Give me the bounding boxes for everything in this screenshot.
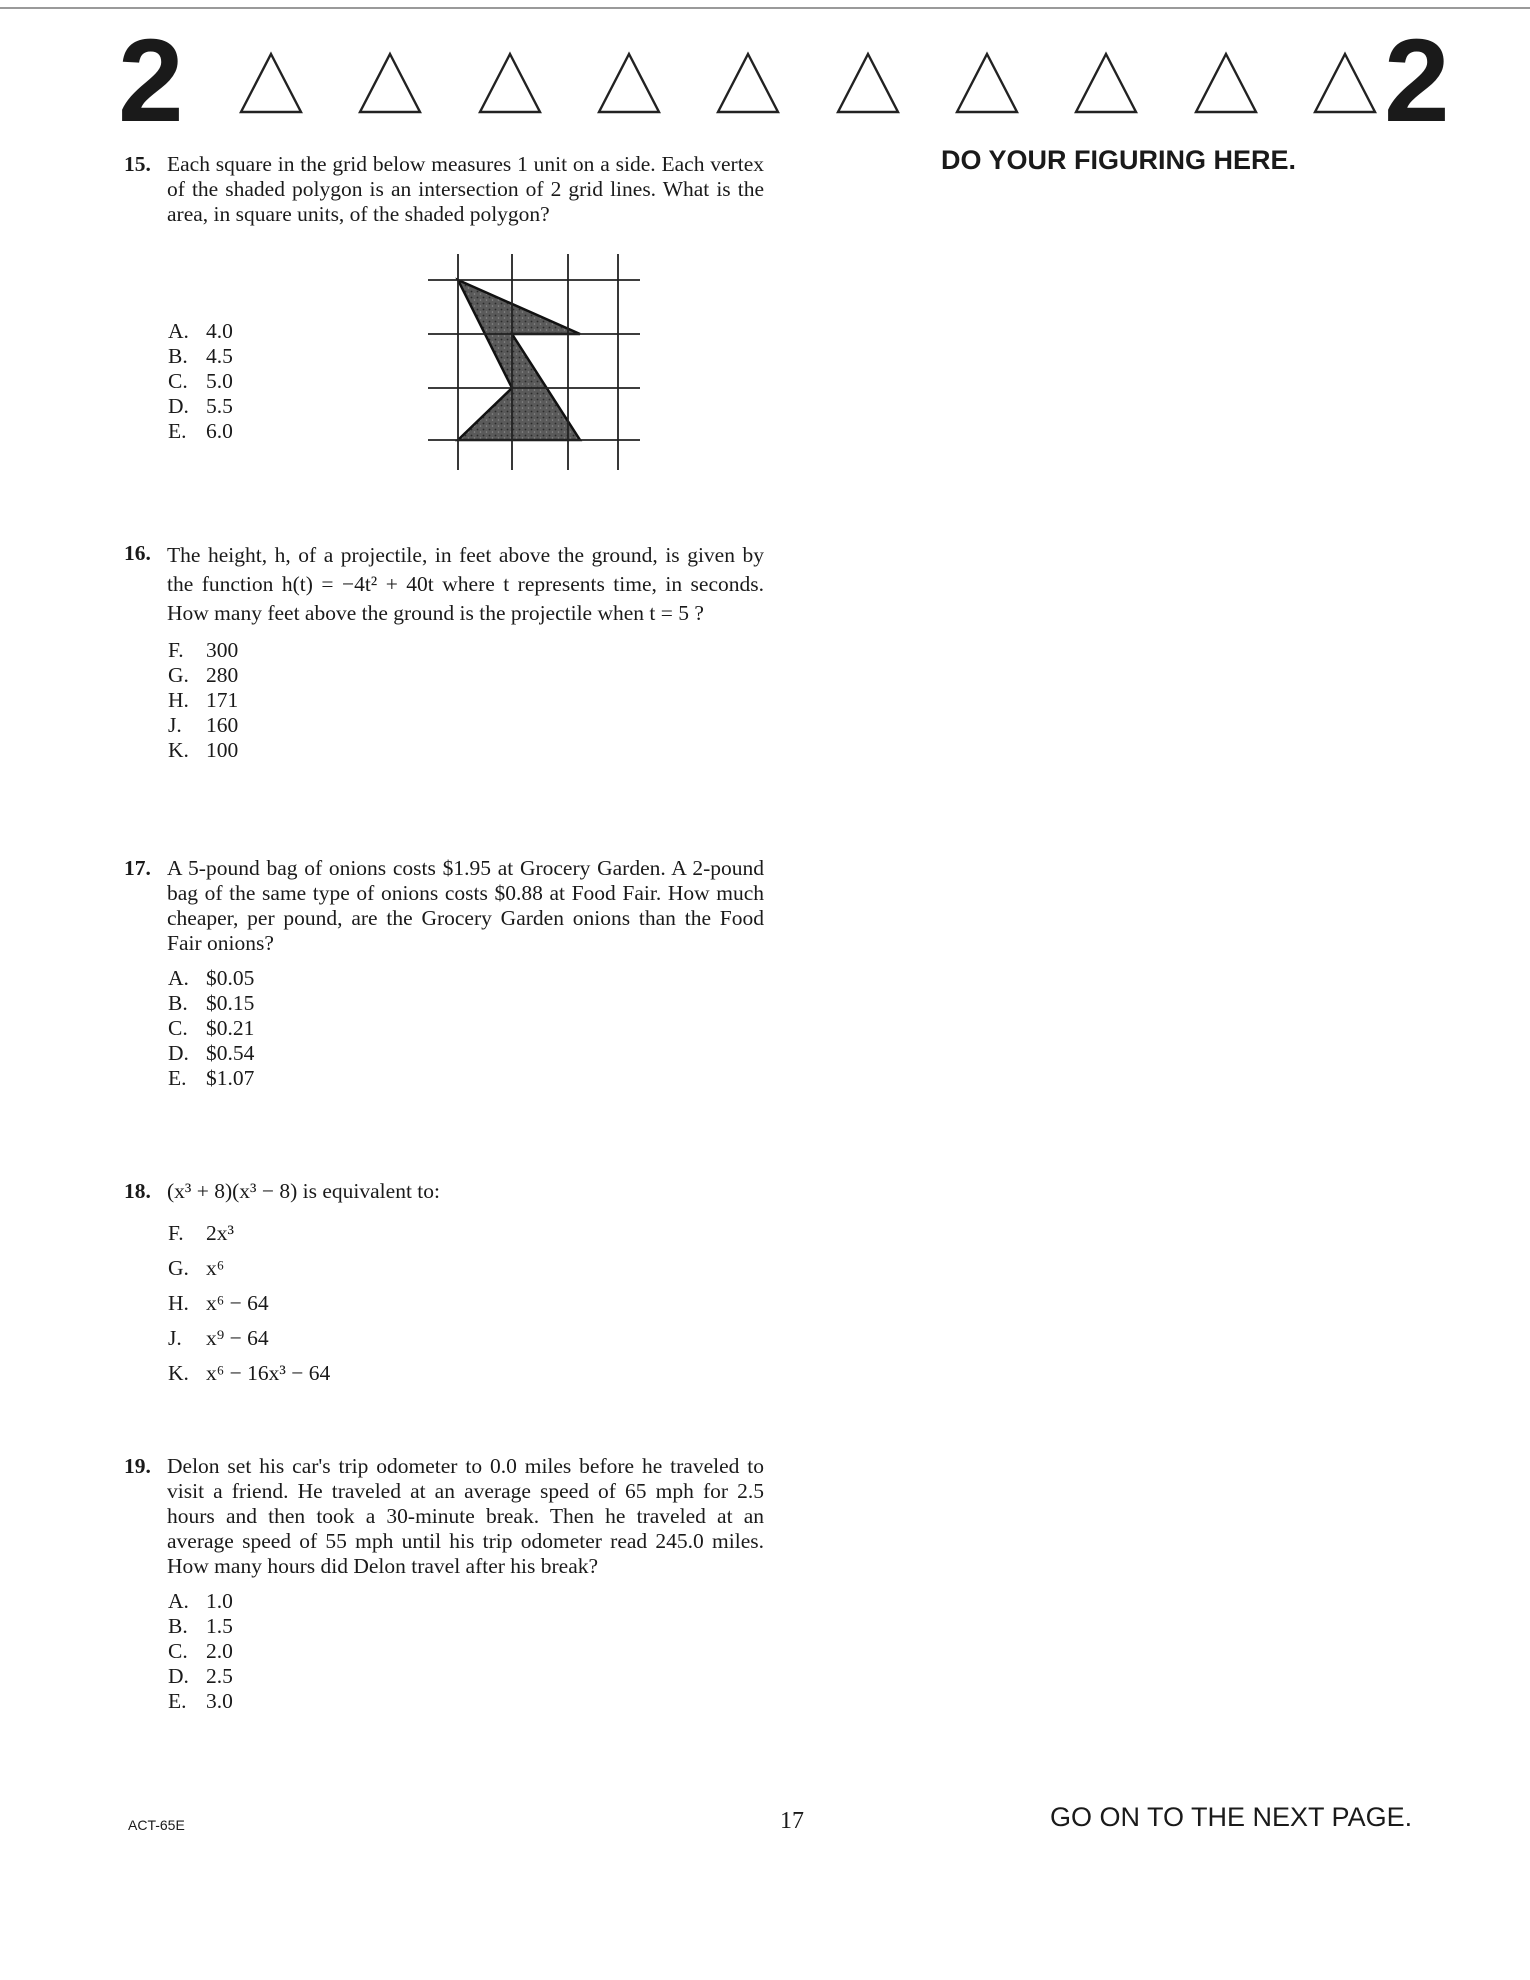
triangle-outline-icon — [238, 50, 304, 116]
question-number: 17. — [124, 856, 151, 880]
answer-choices — [168, 638, 764, 763]
choice-letter: D. — [168, 1664, 189, 1688]
question-18 — [124, 1179, 764, 1391]
answer-choice-h[interactable] — [168, 688, 764, 713]
choice-letter: K. — [168, 1361, 189, 1385]
choice-value: 3.0 — [206, 1689, 233, 1713]
answer-choice-k[interactable] — [168, 1356, 764, 1391]
answer-choice-f[interactable] — [168, 638, 764, 663]
choice-letter: J. — [168, 713, 182, 737]
answer-choice-g[interactable] — [168, 1251, 764, 1286]
question-16 — [124, 541, 764, 763]
choice-letter: C. — [168, 369, 188, 393]
question-17 — [124, 856, 764, 1091]
choice-letter: B. — [168, 991, 188, 1015]
triangle-outline-icon — [477, 50, 543, 116]
choice-letter: H. — [168, 1291, 189, 1315]
question-number: 19. — [124, 1454, 151, 1478]
section-number-right: 2 — [1384, 15, 1450, 147]
question-text: A 5-pound bag of onions costs $1.95 at Grocery Garden. A 2-pound bag of the same type of onions costs $0.88 at Food Fair. How much cheaper, per pound, are the Grocery Garden onions than the Food Fair onions? — [167, 856, 764, 955]
answer-choice-a[interactable] — [168, 966, 764, 991]
choice-value: $0.21 — [206, 1016, 255, 1040]
choice-letter: D. — [168, 394, 189, 418]
answer-choice-b[interactable] — [168, 1614, 764, 1639]
question-number: 15. — [124, 152, 151, 176]
choice-value: 4.0 — [206, 319, 233, 343]
triangle-outline-icon — [1073, 50, 1139, 116]
grid-polygon-figure — [428, 254, 640, 470]
go-on-next-page-label: GO ON TO THE NEXT PAGE. — [1050, 1802, 1413, 1832]
page-number: 17 — [780, 1808, 804, 1834]
choice-letter: C. — [168, 1639, 188, 1663]
triangle-outline-icon — [835, 50, 901, 116]
choice-letter: D. — [168, 1041, 189, 1065]
triangle-outline-icon — [1312, 50, 1378, 116]
answer-choice-e[interactable] — [168, 1689, 764, 1714]
answer-choice-j[interactable] — [168, 713, 764, 738]
choice-value: 280 — [206, 663, 239, 687]
answer-choices — [168, 1216, 764, 1391]
choice-letter: F. — [168, 638, 184, 662]
choice-letter: A. — [168, 966, 189, 990]
answer-choice-d[interactable] — [168, 1041, 764, 1066]
question-text: (x³ + 8)(x³ − 8) is equivalent to: — [167, 1179, 440, 1203]
choice-letter: E. — [168, 1066, 187, 1090]
choice-value: 5.5 — [206, 394, 233, 418]
choice-value: x⁶ − 64 — [206, 1291, 269, 1315]
choice-letter: G. — [168, 663, 189, 687]
choice-value: 6.0 — [206, 419, 233, 443]
answer-choice-c[interactable] — [168, 1016, 764, 1041]
answer-choice-a[interactable] — [168, 1589, 764, 1614]
answer-choice-j[interactable] — [168, 1321, 764, 1356]
question-text: Delon set his car's trip odometer to 0.0 miles before he traveled to visit a friend. He traveled at an average speed of 65 mph for 2.5 hours and then took a 30-minute break. Then he traveled at an average speed of 55 mph until his trip odometer read 245.0 miles. How many hours did Delon travel after his break? — [167, 1454, 764, 1578]
question-number: 16. — [124, 541, 151, 565]
choice-value: 1.5 — [206, 1614, 233, 1638]
question-19 — [124, 1454, 764, 1714]
choice-value: $0.54 — [206, 1041, 255, 1065]
answer-choice-d[interactable] — [168, 1664, 764, 1689]
choice-letter: A. — [168, 319, 189, 343]
choice-value: $1.07 — [206, 1066, 255, 1090]
choice-letter: B. — [168, 344, 188, 368]
question-text: The height, h, of a projectile, in feet above the ground, is given by the function h(t) = −4t² + 40t where t represents time, in seconds. How many feet above the ground is the projectile when t = 5 ? — [167, 543, 764, 625]
question-number: 18. — [124, 1179, 151, 1203]
answer-choice-f[interactable] — [168, 1216, 764, 1251]
choice-letter: J. — [168, 1326, 182, 1350]
choice-value: x⁹ − 64 — [206, 1326, 269, 1350]
choice-letter: C. — [168, 1016, 188, 1040]
answer-choices — [168, 966, 764, 1091]
choice-value: 5.0 — [206, 369, 233, 393]
choice-letter: G. — [168, 1256, 189, 1280]
choice-letter: F. — [168, 1221, 184, 1245]
choice-value: $0.05 — [206, 966, 255, 990]
triangle-row — [238, 50, 1378, 118]
section-number-left: 2 — [118, 15, 184, 147]
choice-value: x⁶ — [206, 1256, 225, 1280]
figuring-area-label: DO YOUR FIGURING HERE. — [941, 145, 1297, 175]
choice-value: 1.0 — [206, 1589, 233, 1613]
triangle-outline-icon — [715, 50, 781, 116]
form-code: ACT-65E — [128, 1817, 185, 1833]
answer-choice-h[interactable] — [168, 1286, 764, 1321]
triangle-outline-icon — [1193, 50, 1259, 116]
answer-choices — [168, 1589, 764, 1714]
triangle-outline-icon — [954, 50, 1020, 116]
choice-value: 4.5 — [206, 344, 233, 368]
question-text: Each square in the grid below measures 1 unit on a side. Each vertex of the shaded polygon is an intersection of 2 grid lines. What is the area, in square units, of the shaded polygon? — [167, 152, 764, 226]
choice-letter: K. — [168, 738, 189, 762]
choice-value: 300 — [206, 638, 239, 662]
answer-choice-b[interactable] — [168, 991, 764, 1016]
page-top-rule — [0, 7, 1530, 9]
answer-choice-k[interactable] — [168, 738, 764, 763]
answer-choice-c[interactable] — [168, 1639, 764, 1664]
choice-letter: A. — [168, 1589, 189, 1613]
choice-value: 2.5 — [206, 1664, 233, 1688]
choice-letter: B. — [168, 1614, 188, 1638]
choice-value: 171 — [206, 688, 239, 712]
answer-choice-e[interactable] — [168, 1066, 764, 1091]
answer-choice-g[interactable] — [168, 663, 764, 688]
choice-letter: H. — [168, 688, 189, 712]
choice-value: 2.0 — [206, 1639, 233, 1663]
choice-value: 160 — [206, 713, 239, 737]
choice-value: x⁶ − 16x³ − 64 — [206, 1361, 331, 1385]
shaded-polygon — [458, 280, 580, 440]
choice-value: 100 — [206, 738, 239, 762]
triangle-outline-icon — [596, 50, 662, 116]
choice-letter: E. — [168, 419, 187, 443]
triangle-outline-icon — [357, 50, 423, 116]
choice-value: $0.15 — [206, 991, 255, 1015]
choice-letter: E. — [168, 1689, 187, 1713]
choice-value: 2x³ — [206, 1221, 234, 1245]
